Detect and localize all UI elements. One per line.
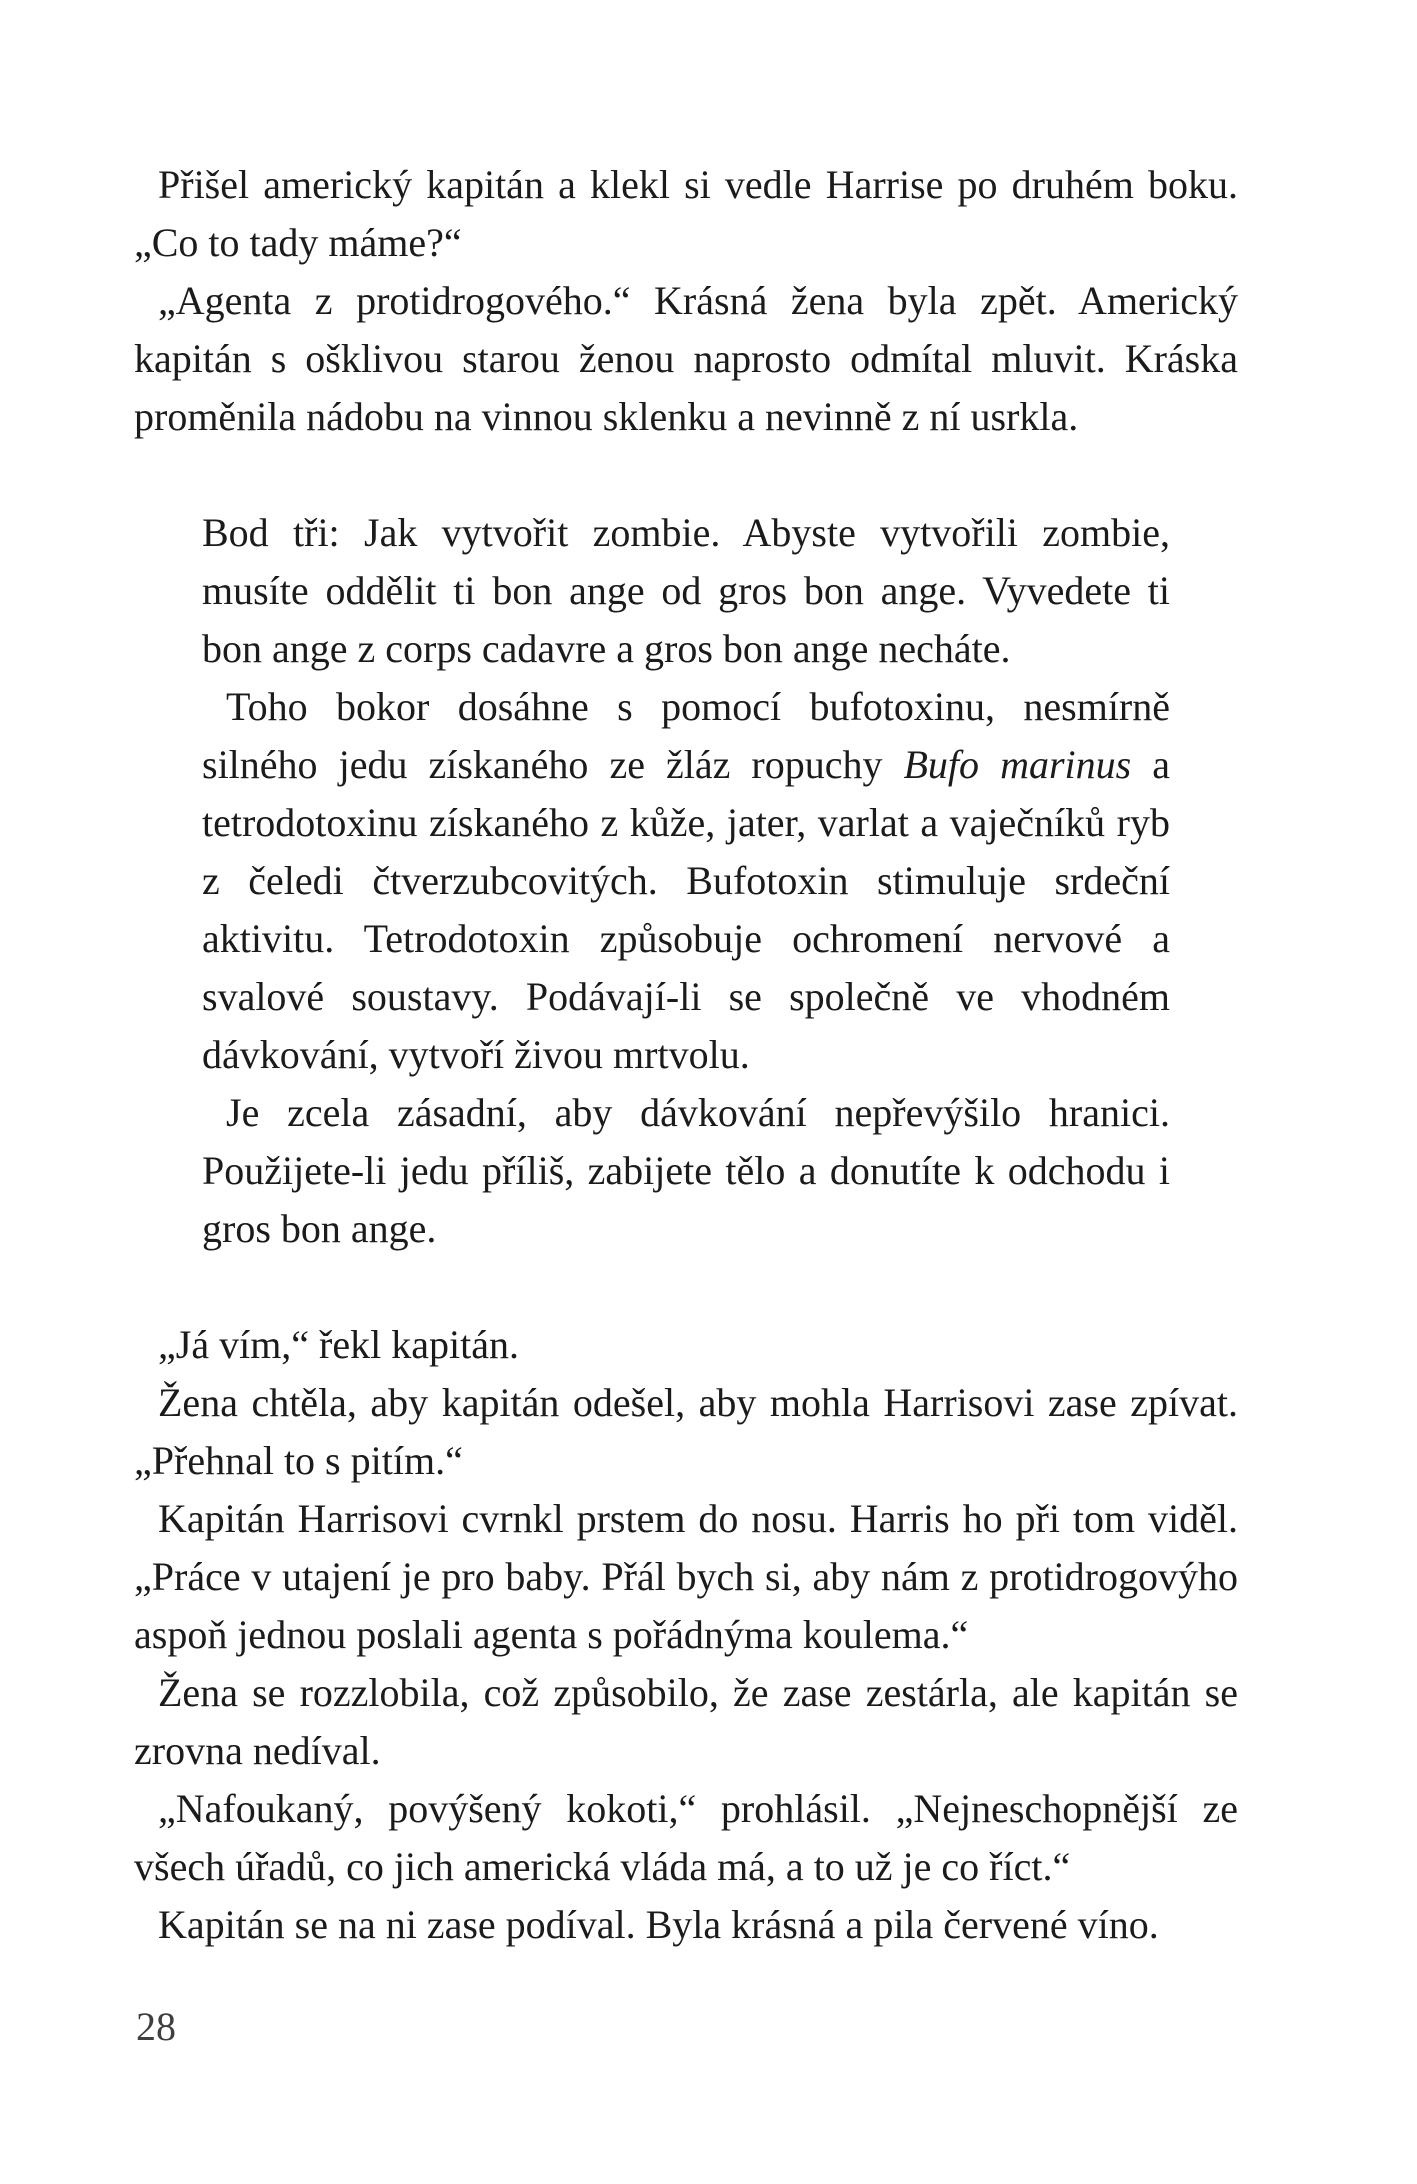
italic-text: Bufo marinus: [903, 742, 1132, 787]
paragraph: Žena chtěla, aby kapitán odešel, aby mohla Harrisovi zase zpívat. „Přehnal to s pitím.“: [134, 1380, 1238, 1483]
page-number: 28: [136, 2004, 176, 2049]
text-segment: Toho bokor dosáhne s pomocí bufotoxinu, nesmírně silného jedu získaného ze žláz ropuchy: [202, 684, 1170, 787]
text-segment: Bod tři: Jak vytvořit zombie. Abyste vytvořili zombie, musíte oddělit ti bon ange od gros bon ange. Vyvedete ti bon ange z corps cadavre a gros bon ange necháte.: [202, 510, 1170, 671]
quote-paragraph: [202, 678, 1170, 1084]
text-segment: Je zcela zásadní, aby dávkování nepřevýšilo hranici. Použijete-li jedu příliš, zabijete tělo a donutíte k odchodu i gros bon ange.: [202, 1090, 1170, 1251]
quote-paragraph: [202, 504, 1170, 678]
page-text: [134, 156, 1238, 1954]
block-quote: [202, 504, 1170, 1258]
paragraph: Kapitán se na ni zase podíval. Byla krásná a pila červené víno.: [158, 1902, 1159, 1947]
text-segment: a tetrodotoxinu získaného z kůže, jater, varlat a vaječníků ryb z čeledi čtverzubcovitých. Bufotoxin stimuluje srdeční aktivitu. Tetrodotoxin způsobuje ochromení nervové a svalové soustavy. Podávají-li se společně ve vhodném dávkování, vytvoří živou mrtvolu.: [202, 742, 1171, 1077]
paragraph: „Já vím,“ řekl kapitán.: [158, 1322, 519, 1367]
paragraph: „Agenta z protidrogového.“ Krásná žena byla zpět. Americký kapitán s ošklivou starou ženou naprosto odmítal mluvit. Kráska proměnila nádobu na vinnou sklenku a nevinně z ní usrkla.: [134, 278, 1238, 439]
paragraph: Kapitán Harrisovi cvrnkl prstem do nosu. Harris ho při tom viděl. „Práce v utajení je pro baby. Přál bych si, aby nám z protidrogovýho aspoň jednou poslali agenta s pořádnýma koulema.“: [134, 1496, 1238, 1657]
paragraph: Přišel americký kapitán a klekl si vedle Harrise po druhém boku. „Co to tady máme?“: [134, 162, 1238, 265]
quote-paragraph: [202, 1084, 1170, 1258]
paragraph: „Nafoukaný, povýšený kokoti,“ prohlásil. „Nejneschopnější ze všech úřadů, co jich americká vláda má, a to už je co říct.“: [134, 1786, 1238, 1889]
paragraph: Žena se rozzlobila, což způsobilo, že zase zestárla, ale kapitán se zrovna nedíval.: [134, 1670, 1238, 1773]
